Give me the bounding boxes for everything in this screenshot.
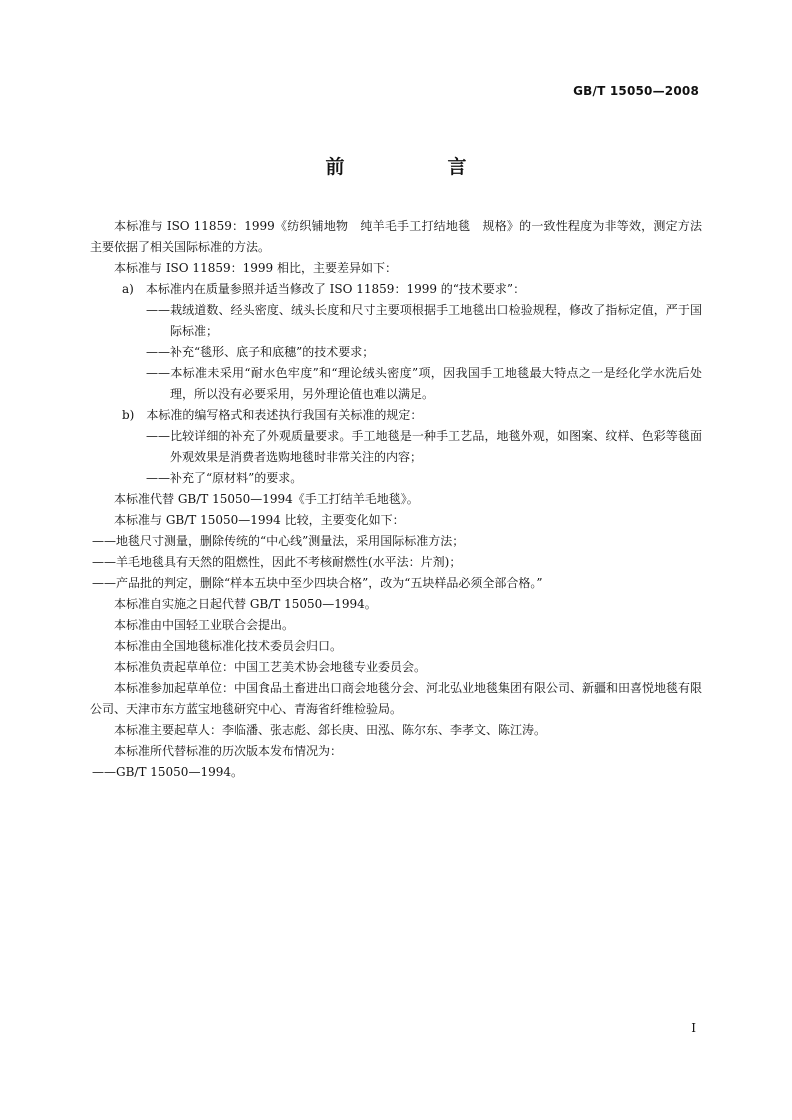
- paragraph: a) 本标准内在质量参照并适当修改了 ISO 11859：1999 的“技术要求”：: [122, 282, 526, 296]
- paragraph: ——栽绒道数、经头密度、绒头长度和尺寸主要项根据手工地毯出口检验规程，修改了指标定值，严于国际标准；: [146, 303, 702, 338]
- paragraph: 本标准与 GB/T 15050—1994 比较，主要变化如下：: [114, 513, 405, 527]
- page-number: I: [691, 1021, 696, 1035]
- paragraph: ——羊毛地毯具有天然的阻燃性，因此不考核耐燃性(水平法：片剂)；: [92, 555, 462, 569]
- paragraph: 本标准由中国轻工业联合会提出。: [114, 618, 295, 632]
- paragraph: ——比较详细的补充了外观质量要求。手工地毯是一种手工艺品，地毯外观，如图案、纹样、色彩等毯面外观效果是消费者选购地毯时非常关注的内容；: [146, 429, 702, 464]
- paragraph: ——补充了“原材料”的要求。: [146, 471, 303, 485]
- paragraph: ——本标准未采用“耐水色牢度”和“理论绒头密度”项，因我国手工地毯最大特点之一是经化学水洗后处理，所以没有必要采用，另外理论值也难以满足。: [146, 366, 702, 401]
- paragraph: 本标准负责起草单位：中国工艺美术协会地毯专业委员会。: [114, 660, 427, 674]
- paragraph: ——GB/T 15050—1994。: [92, 765, 243, 779]
- page-title: 前 言: [325, 156, 509, 178]
- paragraph: 本标准由全国地毯标准化技术委员会归口。: [114, 639, 343, 653]
- paragraph: 本标准参加起草单位：中国食品土畜进出口商会地毯分会、河北弘业地毯集团有限公司、新疆和田喜悦地毯有限公司、天津市东方蓝宝地毯研究中心、青海省纤维检验局。: [90, 681, 703, 716]
- paragraph: 本标准代替 GB/T 15050—1994《手工打结羊毛地毯》。: [114, 492, 419, 506]
- paragraph: ——产品批的判定，删除“样本五块中至少四块合格”，改为“五块样品必须全部合格。”: [92, 576, 543, 590]
- document-body: [90, 216, 702, 783]
- paragraph: 本标准所代替标准的历次版本发布情况为：: [114, 744, 343, 758]
- paragraph: ——补充“毯形、底子和底穗”的技术要求；: [146, 345, 375, 359]
- standard-code: GB/T 15050—2008: [573, 84, 699, 98]
- paragraph: b) 本标准的编写格式和表述执行我国有关标准的规定：: [122, 408, 423, 422]
- paragraph: 本标准自实施之日起代替 GB/T 15050—1994。: [114, 597, 377, 611]
- paragraph: ——地毯尺寸测量，删除传统的“中心线”测量法，采用国际标准方法；: [92, 534, 465, 548]
- paragraph: 本标准与 ISO 11859：1999《纺织铺地物 纯羊毛手工打结地毯 规格》的一致性程度为非等效，测定方法主要依据了相关国际标准的方法。: [90, 219, 702, 254]
- paragraph: 本标准与 ISO 11859：1999 相比，主要差异如下：: [114, 261, 397, 275]
- paragraph: 本标准主要起草人：李临潘、张志彪、郐长庚、田泓、陈尔东、李孝文、陈江涛。: [114, 723, 547, 737]
